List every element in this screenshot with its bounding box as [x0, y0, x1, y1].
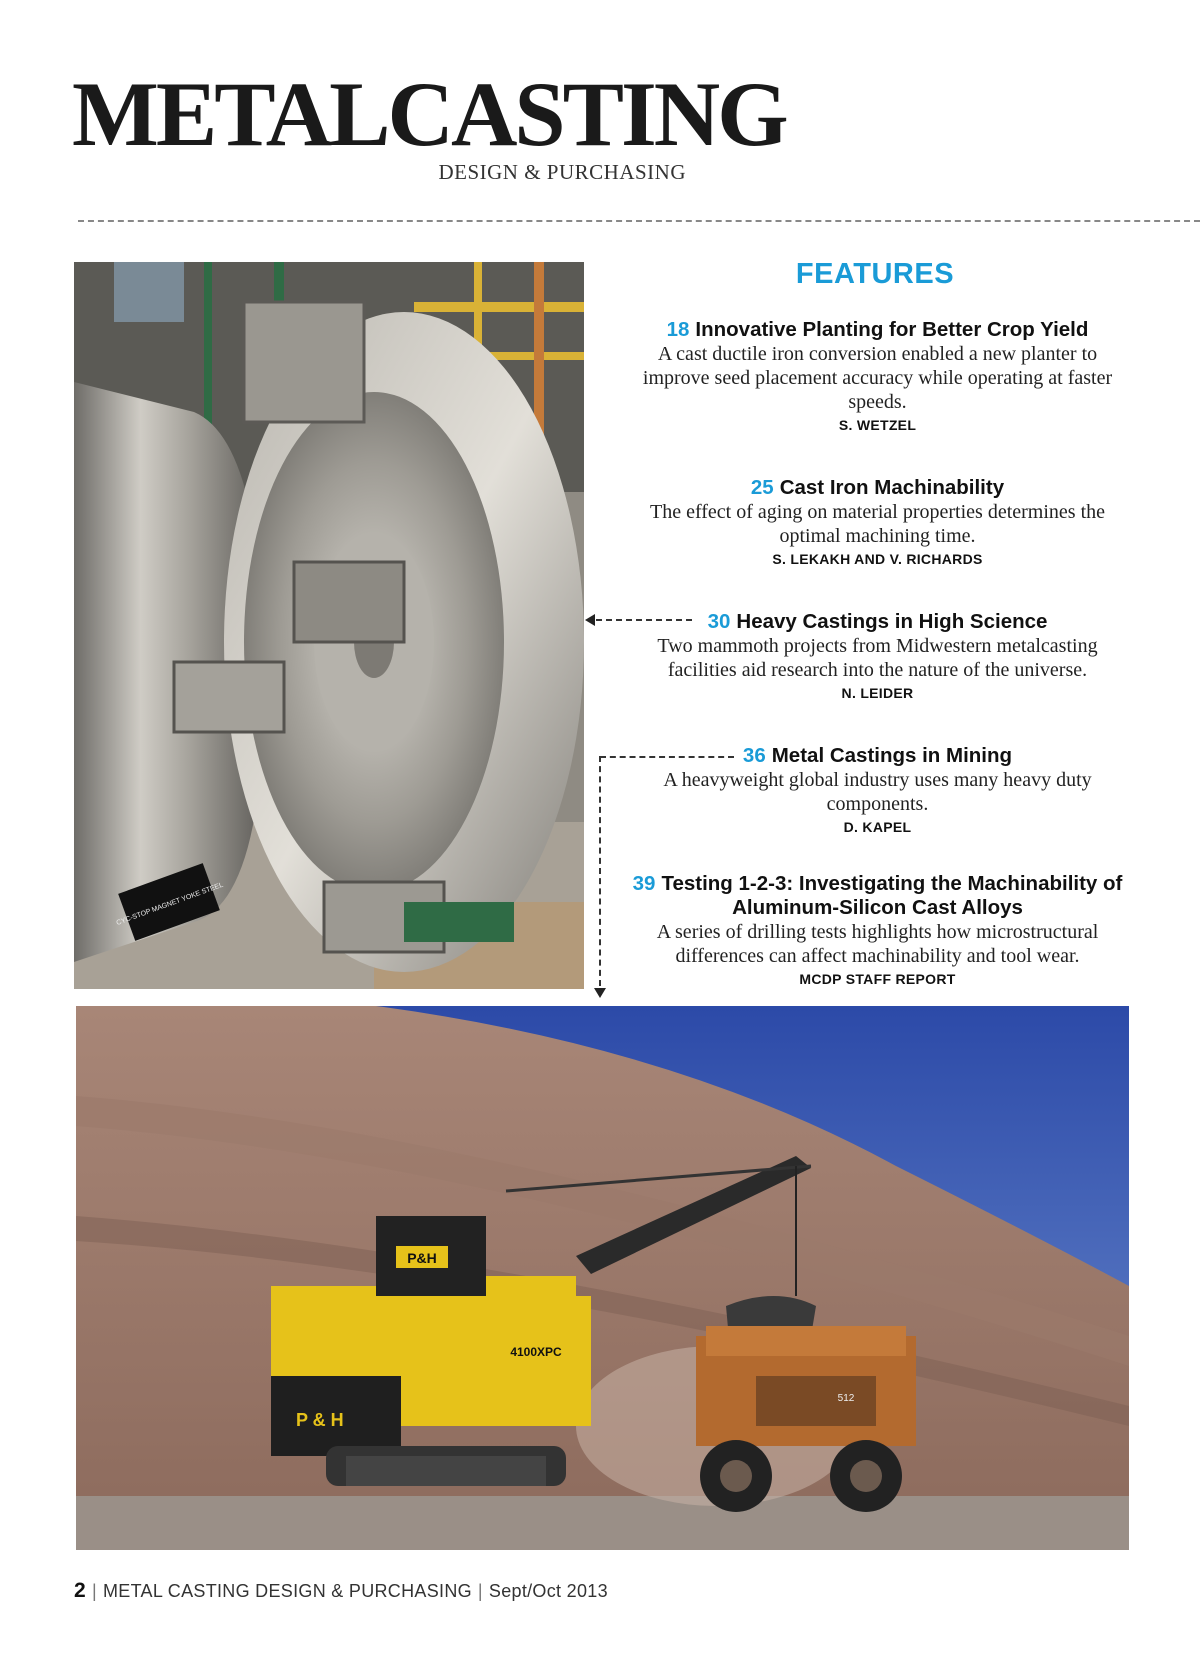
- dotted-divider: [78, 220, 1200, 222]
- feature-author: S. LEKAKH AND V. RICHARDS: [772, 551, 983, 567]
- feature-page-number: 18: [666, 318, 690, 341]
- feature-description: Two mammoth projects from Midwestern metalcasting facilities aid research into the nature of the universe.: [657, 635, 1098, 681]
- feature-author: MCDP STAFF REPORT: [799, 971, 956, 987]
- features-heading: FEATURES: [795, 258, 955, 290]
- feature-title-row[interactable]: [615, 476, 1140, 500]
- machine-plate-text: CYC-STOP MAGNET YOKE STEEL: [115, 881, 225, 927]
- arrow-left-icon: [585, 614, 595, 626]
- footer-publication: METAL CASTING DESIGN & PURCHASING: [102, 1581, 472, 1601]
- feature-description: A cast ductile iron conversion enabled a new planter to improve seed placement accuracy while operating at faster speeds.: [642, 343, 1113, 413]
- feature-page-number: 25: [750, 476, 774, 499]
- footer-separator: |: [477, 1581, 483, 1601]
- feature-title[interactable]: Metal Castings in Mining: [771, 744, 1013, 767]
- feature-author: N. LEIDER: [841, 685, 914, 701]
- page-footer: [74, 1578, 774, 1604]
- mining-photo: [76, 1006, 1129, 1550]
- arrow-down-icon: [594, 988, 606, 998]
- feature-title[interactable]: Heavy Castings in High Science: [736, 610, 1048, 633]
- connector-line: [596, 619, 692, 621]
- feature-title-row[interactable]: [615, 318, 1140, 342]
- masthead-subtitle: DESIGN & PURCHASING: [438, 160, 686, 184]
- connector-line: [600, 756, 734, 758]
- feature-page-number: 36: [742, 744, 766, 767]
- shovel-brand-text: P&H: [407, 1250, 437, 1266]
- machine-photo: [74, 262, 584, 989]
- feature-item[interactable]: [615, 872, 1140, 989]
- truck-number-text: 512: [837, 1393, 855, 1404]
- feature-title[interactable]: Testing 1-2-3: Investigating the Machinability of Aluminum-Silicon Cast Alloys: [661, 872, 1123, 919]
- masthead-logo: METALCASTING: [72, 63, 786, 165]
- footer-separator: |: [91, 1581, 97, 1601]
- feature-title-row[interactable]: [615, 872, 1140, 920]
- footer-page-number: 2: [74, 1579, 86, 1602]
- feature-item[interactable]: [615, 610, 1140, 703]
- feature-item[interactable]: [615, 476, 1140, 569]
- feature-page-number: 30: [707, 610, 731, 633]
- feature-description: A heavyweight global industry uses many heavy duty components.: [663, 769, 1092, 815]
- connector-line: [599, 756, 601, 986]
- feature-description: The effect of aging on material properties determines the optimal machining time.: [650, 501, 1105, 547]
- feature-description: A series of drilling tests highlights how microstructural differences can affect machinability and tool wear.: [656, 921, 1099, 967]
- feature-page-number: 39: [632, 872, 656, 895]
- feature-item[interactable]: [615, 318, 1140, 435]
- footer-issue: Sept/Oct 2013: [488, 1581, 608, 1601]
- feature-title[interactable]: Innovative Planting for Better Crop Yield: [695, 318, 1089, 341]
- feature-title-row[interactable]: [615, 610, 1140, 634]
- feature-title[interactable]: Cast Iron Machinability: [779, 476, 1005, 499]
- shovel-model-text: 4100XPC: [510, 1345, 562, 1359]
- feature-author: D. KAPEL: [843, 819, 912, 835]
- shovel-side-text: P & H: [296, 1410, 344, 1430]
- feature-author: S. WETZEL: [838, 417, 917, 433]
